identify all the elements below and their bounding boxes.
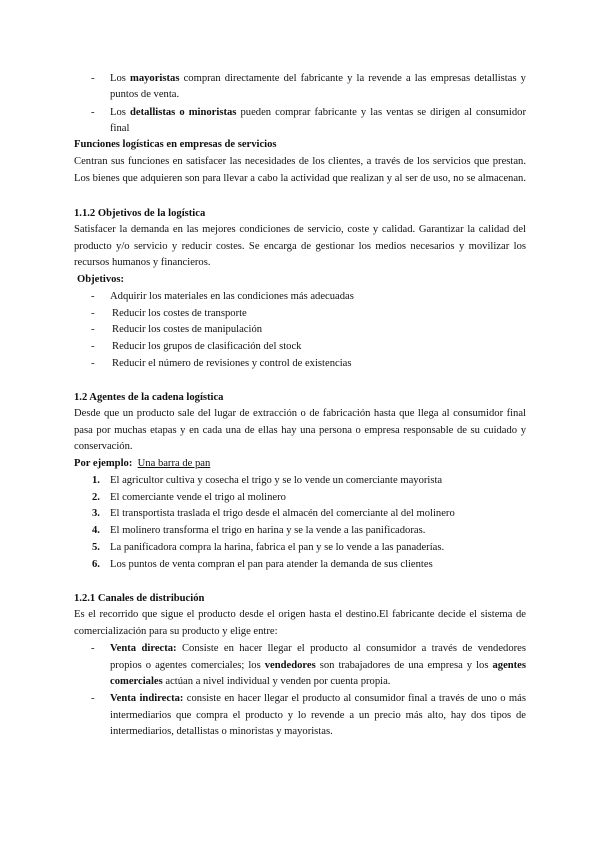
paragraph-line: Desde que un producto sale del lugar de extracción o de fabricación hasta que llega al consumidor final xyxy=(74,408,526,419)
paragraph-line: Los bienes que adquieren son para llevar a cabo la actividad que realizan y al ser de uso, no se almacenan. xyxy=(74,173,526,184)
step-number: 5. xyxy=(92,542,100,553)
step-text: El molinero transforma el trigo en harina y se la vende a las panificadoras. xyxy=(110,525,426,536)
list-dash: - xyxy=(91,107,95,118)
list-dash: - xyxy=(91,308,95,319)
list-dash: - xyxy=(91,73,95,84)
venta-indirecta-line: intermediarios que compra el producto y lo revende a un precio más alto, hay dos tipos de xyxy=(110,710,526,721)
section-heading-servicios: Funciones logísticas en empresas de servicios xyxy=(74,139,277,150)
step-text: El transportista traslada el trigo desde el almacén del comerciante al del molinero xyxy=(110,508,455,519)
paragraph-line: Centran sus funciones en satisfacer las necesidades de los clientes, a través de los servicios que prestan. xyxy=(74,156,526,167)
step-text: La panificadora compra la harina, fabrica el pan y se lo vende a las panaderías. xyxy=(110,542,445,553)
paragraph-line: conservación. xyxy=(74,441,133,452)
section-heading-1-1-2: 1.1.2 Objetivos de la logística xyxy=(74,208,206,219)
venta-indirecta-line: Venta indirecta: consiste en hacer llegar el producto al consumidor final a través de uno o más xyxy=(110,693,526,704)
venta-directa-line: propios o agentes comerciales; los vendedores son trabajadores de una empresa y los agentes xyxy=(110,660,527,671)
step-text: Los puntos de venta compran el pan para atender la demanda de sus clientes xyxy=(110,559,433,570)
venta-indirecta-line: intermediarios, detallistas o minoristas y mayoristas. xyxy=(110,726,333,737)
paragraph-line: Es el recorrido que sigue el producto desde el origen hasta el destino.El fabricante decide el sistema de xyxy=(74,609,526,620)
list-item-continuation: puntos de venta. xyxy=(110,89,180,100)
step-text: El agricultor cultiva y cosecha el trigo y se lo vende un comerciante mayorista xyxy=(110,475,443,486)
step-text: El comerciante vende el trigo al molinero xyxy=(110,492,286,503)
list-dash: - xyxy=(91,291,95,302)
step-number: 4. xyxy=(92,525,100,536)
paragraph-line: recursos humanos y financieros. xyxy=(74,257,211,268)
objective-item: Reducir los grupos de clasificación del stock xyxy=(112,341,302,352)
list-dash: - xyxy=(91,341,95,352)
section-heading-1-2: 1.2 Agentes de la cadena logística xyxy=(74,392,224,403)
step-number: 1. xyxy=(92,475,100,486)
section-heading-1-2-1: 1.2.1 Canales de distribución xyxy=(74,593,205,604)
objective-item: Reducir los costes de manipulación xyxy=(112,324,263,335)
venta-directa-line: comerciales actúan a nivel individual y venden por cuenta propia. xyxy=(110,676,391,687)
example-title: Una barra de pan xyxy=(137,458,211,469)
paragraph-line: pasa por muchas etapas y en cada una de ellas hay una persona o empresa responsable de su cuidado y xyxy=(74,425,526,436)
objective-item: Reducir el número de revisiones y control de existencias xyxy=(112,358,352,369)
step-number: 2. xyxy=(92,492,100,503)
list-item-mayoristas: Los mayoristas compran directamente del fabricante y la revende a las empresas detallistas y xyxy=(110,73,526,84)
venta-directa-line: Venta directa: Consiste en hacer llegar el producto al consumidor a través de vendedores xyxy=(110,643,526,654)
objective-item: Reducir los costes de transporte xyxy=(112,308,247,319)
list-dash: - xyxy=(91,693,95,704)
objectives-label: Objetivos: xyxy=(77,274,125,285)
example-line: Por ejemplo: Una barra de pan xyxy=(74,458,211,469)
list-item-detallistas: Los detallistas o minoristas pueden comprar fabricante y las ventas se dirigen al consumidor xyxy=(110,107,526,118)
list-dash: - xyxy=(91,324,95,335)
list-dash: - xyxy=(91,643,95,654)
step-number: 6. xyxy=(92,559,100,570)
list-item-continuation: final xyxy=(110,123,130,134)
objective-item: Adquirir los materiales en las condiciones más adecuadas xyxy=(110,291,354,302)
paragraph-line: Satisfacer la demanda en las mejores condiciones de servicio, coste y calidad. Garantizar la calidad del xyxy=(74,224,526,235)
paragraph-line: comercialización para su producto y elige entre: xyxy=(74,626,278,637)
list-dash: - xyxy=(91,358,95,369)
paragraph-line: producto y/o servicio y reducir costes. Se encarga de gestionar los medios necesarios y movilizar los xyxy=(74,241,526,252)
step-number: 3. xyxy=(92,508,100,519)
